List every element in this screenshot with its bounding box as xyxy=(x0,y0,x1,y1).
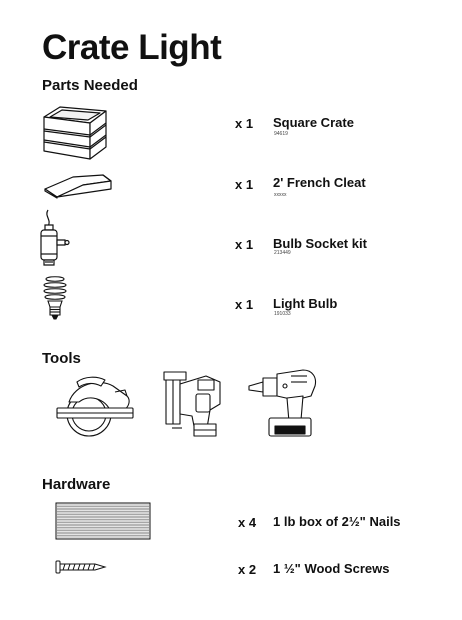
hardware-name: 1 ½" Wood Screws xyxy=(273,561,390,576)
part-name: Light Bulb xyxy=(273,296,338,311)
circular-saw-icon xyxy=(55,372,135,438)
light-bulb-icon xyxy=(38,275,72,323)
nail-gun-icon xyxy=(162,370,226,438)
wood-screw-icon xyxy=(55,558,107,576)
section-heading-tools: Tools xyxy=(42,350,81,367)
part-code: 191033 xyxy=(274,311,291,317)
hardware-quantity: x 4 xyxy=(238,515,257,530)
crate-icon xyxy=(42,105,108,161)
part-quantity: x 1 xyxy=(235,116,254,131)
part-quantity: x 1 xyxy=(235,177,254,192)
part-code: 213449 xyxy=(274,250,291,256)
hardware-quantity: x 2 xyxy=(238,562,257,577)
drill-icon xyxy=(247,366,319,438)
bulb-socket-icon xyxy=(36,210,72,268)
part-name: Bulb Socket kit xyxy=(273,236,367,251)
part-name: 2' French Cleat xyxy=(273,175,366,190)
page-title: Crate Light xyxy=(42,28,222,67)
part-name: Square Crate xyxy=(273,115,354,130)
nails-box-icon xyxy=(55,502,151,540)
part-quantity: x 1 xyxy=(235,237,254,252)
part-quantity: x 1 xyxy=(235,297,254,312)
hardware-name: 1 lb box of 2½" Nails xyxy=(273,514,401,529)
section-heading-hardware: Hardware xyxy=(42,476,111,493)
part-code: 94619 xyxy=(274,131,288,137)
french-cleat-icon xyxy=(43,171,113,199)
section-heading-parts: Parts Needed xyxy=(42,77,138,94)
part-code: xxxxx xyxy=(274,192,287,198)
